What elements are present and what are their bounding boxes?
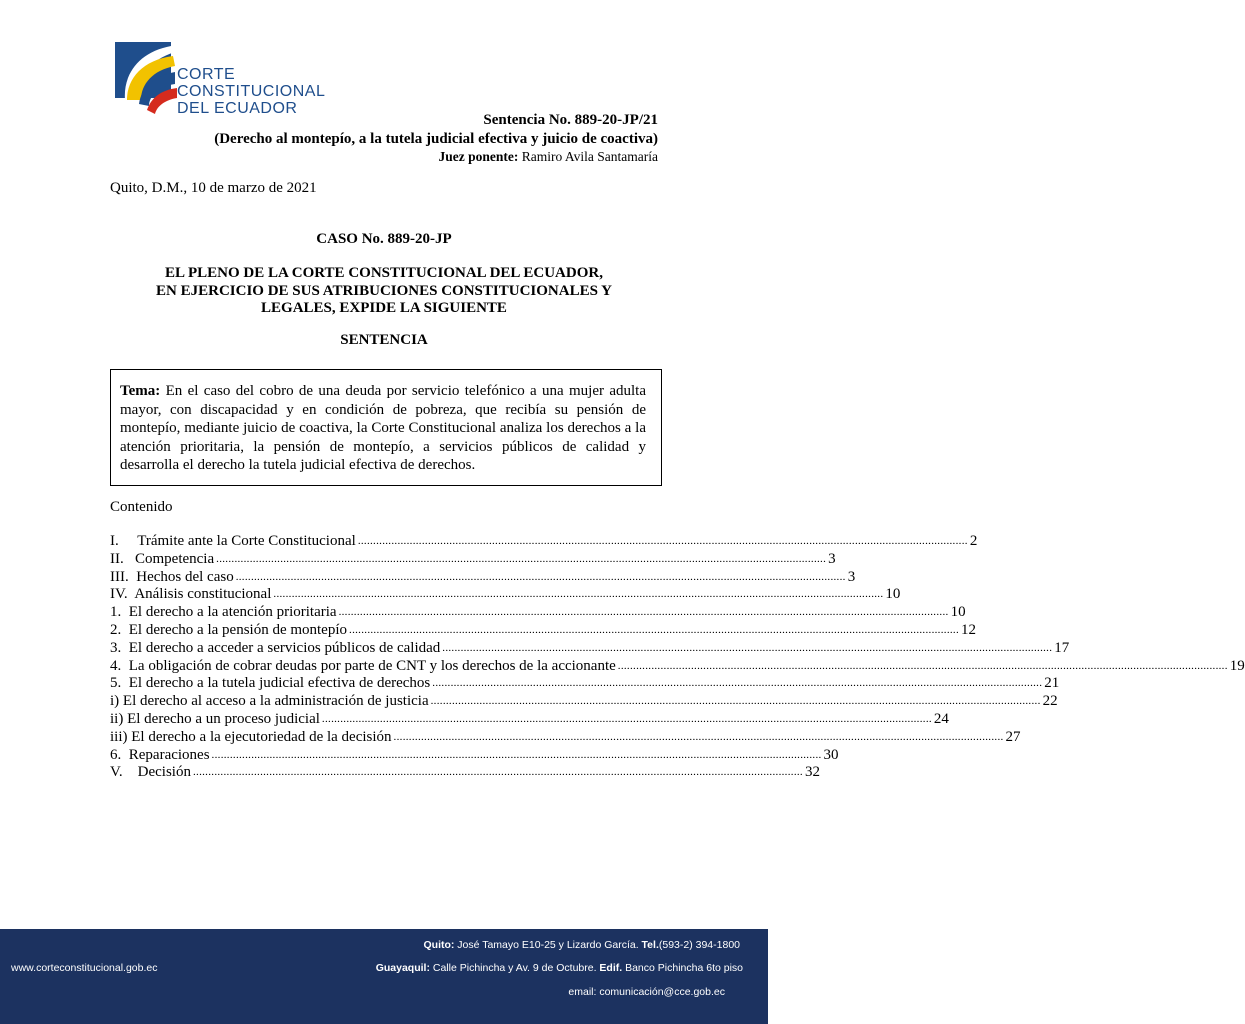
logo-line-2: CONSTITUCIONAL — [177, 83, 326, 100]
tema-text: En el caso del cobro de una deuda por servicio telefónico a una mujer adulta mayor, con discapacidad y en condición de pobreza, que recibía su pensión de montepío, mediante juicio de coactiva, la Corte Constitucional analiza los derechos a la atención prioritaria, la pensión de montepío, a servicios públicos de calidad y desarrolla el derecho la tutela judicial efectiva de derechos. — [120, 383, 646, 474]
toc-entry[interactable] — [110, 604, 966, 622]
toc-entry[interactable] — [110, 568, 856, 587]
logo-wordmark — [177, 66, 325, 117]
toc-entry[interactable] — [110, 586, 901, 604]
toc-leader-dots: ........................................................................................................................................................................................................ — [273, 588, 884, 601]
toc-entry-label: iii) El derecho a la ejecutoriedad de la decisión — [110, 728, 392, 745]
toc-entry-page: 12 — [961, 621, 977, 638]
juez-label: Juez ponente: — [438, 149, 519, 164]
footer-gye-label: Guayaquil: — [375, 962, 430, 974]
toc-entry[interactable] — [110, 639, 1070, 658]
table-of-contents — [110, 533, 1245, 782]
toc-leader-dots: ........................................................................................................................................................................................................ — [349, 623, 960, 636]
footer-quito — [423, 939, 740, 951]
toc-entry-label: II. Competencia — [110, 550, 215, 567]
toc-entry-page: 10 — [950, 604, 966, 621]
toc-entry[interactable] — [110, 657, 1245, 676]
footer-tel-label: Tel. — [641, 939, 659, 951]
toc-entry-label: 4. La obligación de cobrar deudas por parte de CNT y los derechos de la accionante — [110, 657, 616, 674]
juez-name: Ramiro Avila Santamaría — [518, 149, 658, 164]
caso-heading: CASO No. 889-20-JP — [316, 231, 452, 247]
toc-entry-label: IV. Análisis constitucional — [110, 586, 272, 603]
toc-entry[interactable] — [110, 764, 820, 782]
toc-leader-dots: ........................................................................................................................................................................................................ — [192, 766, 803, 779]
toc-entry-page: 27 — [1005, 728, 1021, 745]
toc-entry-page: 30 — [823, 746, 839, 763]
pleno-line-3: LEGALES, EXPIDE LA SIGUIENTE — [261, 300, 507, 316]
toc-entry[interactable] — [110, 710, 949, 729]
footer-quito-address: José Tamayo E10-25 y Lizardo García. — [454, 939, 642, 951]
toc-entry-page: 2 — [969, 533, 978, 549]
contenido-heading: Contenido — [110, 499, 173, 515]
toc-entry-label: i) El derecho al acceso a la administración de justicia — [110, 693, 429, 710]
toc-entry-label: 2. El derecho a la pensión de montepío — [110, 621, 348, 638]
toc-entry-page: 3 — [828, 550, 836, 567]
toc-entry[interactable] — [110, 746, 839, 765]
toc-entry[interactable] — [110, 675, 1060, 693]
toc-entry-page: 24 — [933, 710, 949, 727]
toc-leader-dots: ........................................................................................................................................................................................................ — [321, 712, 932, 725]
toc-leader-dots: ........................................................................................................................................................................................................ — [338, 606, 949, 619]
toc-leader-dots: ........................................................................................................................................................................................................ — [432, 677, 1043, 690]
pleno-line-1: EL PLENO DE LA CORTE CONSTITUCIONAL DEL ECUADOR, — [165, 265, 603, 281]
pleno-line-2: EN EJERCICIO DE SUS ATRIBUCIONES CONSTITUCIONALES Y — [156, 282, 612, 299]
footer-gye-address: Calle Pichincha y Av. 9 de Octubre. — [429, 962, 600, 974]
toc-leader-dots: ........................................................................................................................................................................................................ — [393, 730, 1004, 743]
toc-entry-label: V. Decisión — [110, 764, 191, 781]
toc-entry-page: 32 — [804, 764, 820, 781]
toc-entry-label: III. Hechos del caso — [110, 568, 234, 585]
toc-entry[interactable] — [110, 621, 977, 640]
toc-entry[interactable] — [110, 533, 978, 551]
tema-label: Tema: — [120, 383, 161, 399]
toc-entry-label: 6. Reparaciones — [110, 746, 210, 763]
footer-email-link[interactable]: email: comunicación@cce.gob.ec — [568, 986, 725, 998]
toc-leader-dots: ........................................................................................................................................................................................................ — [216, 552, 827, 565]
footer-edif: Banco Pichincha 6to piso — [622, 962, 743, 974]
toc-entry-page: 19 — [1229, 657, 1245, 674]
logo-line-1: CORTE — [177, 66, 236, 83]
toc-leader-dots: ........................................................................................................................................................................................................ — [430, 695, 1041, 708]
toc-entry[interactable] — [110, 550, 836, 569]
footer — [0, 929, 768, 1024]
tema-box — [110, 369, 662, 486]
toc-entry-page: 17 — [1054, 639, 1070, 656]
toc-leader-dots: ........................................................................................................................................................................................................ — [357, 535, 968, 547]
footer-edif-label: Edif. — [599, 962, 623, 974]
toc-leader-dots: ........................................................................................................................................................................................................ — [211, 748, 822, 761]
toc-leader-dots: ........................................................................................................................................................................................................ — [442, 641, 1053, 654]
pleno-heading — [110, 265, 658, 318]
toc-entry-page: 21 — [1044, 675, 1060, 692]
footer-website-link[interactable]: www.corteconstitucional.gob.ec — [11, 962, 158, 974]
sentencia-number: Sentencia No. 889-20-JP/21 — [483, 112, 658, 128]
document-date: Quito, D.M., 10 de marzo de 2021 — [110, 180, 317, 196]
sentencia-heading: SENTENCIA — [340, 332, 428, 348]
toc-entry[interactable] — [110, 693, 1058, 711]
footer-guayaquil — [376, 962, 743, 974]
toc-entry-label: 5. El derecho a la tutela judicial efectiva de derechos — [110, 675, 431, 692]
footer-quito-label: Quito: — [423, 939, 455, 951]
juez-ponente — [439, 149, 658, 165]
footer-tel: (593-2) 394-1800 — [658, 939, 740, 951]
toc-entry-page: 10 — [885, 586, 901, 603]
document-subtitle: (Derecho al montepío, a la tutela judicial efectiva y juicio de coactiva) — [214, 131, 658, 147]
toc-entry-label: I. Trámite ante la Corte Constitucional — [110, 533, 356, 549]
toc-entry-label: ii) El derecho a un proceso judicial — [110, 710, 320, 727]
toc-leader-dots: ........................................................................................................................................................................................................ — [617, 659, 1228, 672]
toc-entry[interactable] — [110, 728, 1021, 747]
toc-entry-label: 3. El derecho a acceder a servicios públicos de calidad — [110, 639, 441, 656]
toc-entry-label: 1. El derecho a la atención prioritaria — [110, 604, 337, 621]
toc-entry-page: 22 — [1042, 693, 1058, 710]
toc-leader-dots: ........................................................................................................................................................................................................ — [235, 570, 846, 583]
logo-line-3: DEL ECUADOR — [177, 100, 298, 117]
toc-entry-page: 3 — [847, 568, 856, 585]
